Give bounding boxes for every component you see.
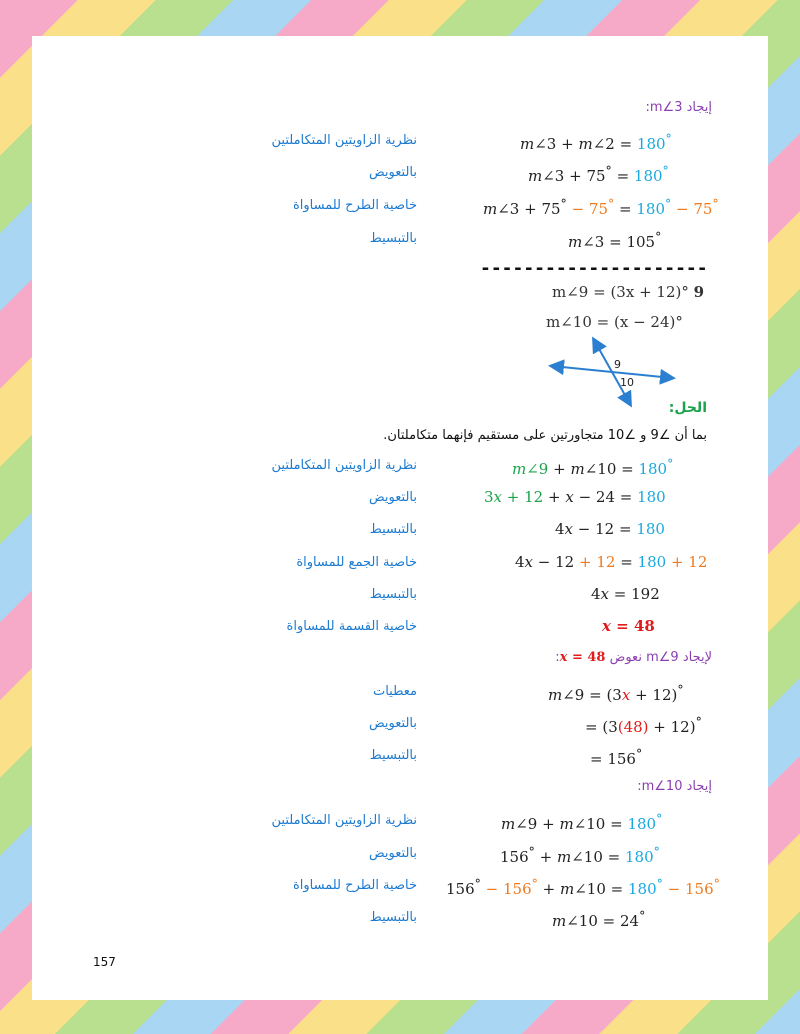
eq-3-3: = 156° <box>590 746 643 768</box>
eq-2-6: x = 48 <box>602 617 655 635</box>
eq-2-2: 3x + 12 + x − 24 = 180 <box>484 488 666 506</box>
find-angle10-header: إيجاد m∠10: <box>637 779 712 794</box>
reason-2-6: خاصية القسمة للمساواة <box>286 619 417 634</box>
reason-1-4: بالتبسيط <box>369 231 417 246</box>
reason-4-4: بالتبسيط <box>369 910 417 925</box>
page-number: 157 <box>93 955 116 969</box>
problem-eq2: m∠10 = (x − 24)° <box>546 313 683 331</box>
eq-3-2: = (3(48) + 12)° <box>585 714 702 736</box>
eq-1-2: m∠3 + 75° = 180° <box>528 163 669 185</box>
angle-10-label: 10 <box>620 376 634 389</box>
solution-intro: بما أن ∠9 و ∠10 متجاورتين على مستقيم فإنهما متكاملتان. <box>383 428 707 443</box>
find-angle3-header: إيجاد m∠3: <box>645 100 712 115</box>
line2-up <box>594 340 612 372</box>
reason-3-3: بالتبسيط <box>369 748 417 763</box>
eq-4-1: m∠9 + m∠10 = 180° <box>501 811 663 833</box>
reason-2-4: خاصية الجمع للمساواة <box>296 555 417 570</box>
reason-4-2: بالتعويض <box>369 846 417 861</box>
eq-2-5: 4x = 192 <box>591 585 660 603</box>
eq-4-2: 156° + m∠10 = 180° <box>500 844 660 866</box>
reason-2-3: بالتبسيط <box>369 522 417 537</box>
separator-line: --------------------- <box>480 258 708 279</box>
reason-1-1: نظرية الزاويتين المتكاملتين <box>271 133 417 148</box>
reason-1-3: خاصية الطرح للمساواة <box>292 198 417 213</box>
eq-3-1: m∠9 = (3x + 12)° <box>548 682 684 704</box>
eq-2-4: 4x − 12 + 12 = 180 + 12 <box>515 553 708 571</box>
intersecting-lines-figure <box>548 336 678 408</box>
angle-9-label: 9 <box>614 358 621 371</box>
reason-1-2: بالتعويض <box>369 165 417 180</box>
find-angle9-header: لإيجاد m∠9 نعوض x = 48: <box>555 650 712 665</box>
eq-4-4: m∠10 = 24° <box>552 908 646 930</box>
solution-title: الحل: <box>668 400 707 416</box>
eq-2-3: 4x − 12 = 180 <box>555 520 665 538</box>
eq-4-3: 156° − 156° + m∠10 = 180° − 156° <box>446 876 720 898</box>
reason-3-1: معطيات <box>372 684 417 699</box>
reason-2-5: بالتبسيط <box>369 587 417 602</box>
reason-4-3: خاصية الطرح للمساواة <box>292 878 417 893</box>
eq-1-1: m∠3 + m∠2 = 180° <box>520 131 672 153</box>
line1-left <box>552 366 612 372</box>
reason-2-1: نظرية الزاويتين المتكاملتين <box>271 458 417 473</box>
problem-eq1: m∠9 = (3x + 12)° 9 <box>552 283 705 301</box>
reason-3-2: بالتعويض <box>369 716 417 731</box>
eq-1-4: m∠3 = 105° <box>568 229 662 251</box>
eq-1-3: m∠3 + 75° − 75° = 180° − 75° <box>483 196 719 218</box>
reason-4-1: نظرية الزاويتين المتكاملتين <box>271 813 417 828</box>
eq-2-1: m∠9 + m∠10 = 180° <box>512 456 674 478</box>
reason-2-2: بالتعويض <box>369 490 417 505</box>
